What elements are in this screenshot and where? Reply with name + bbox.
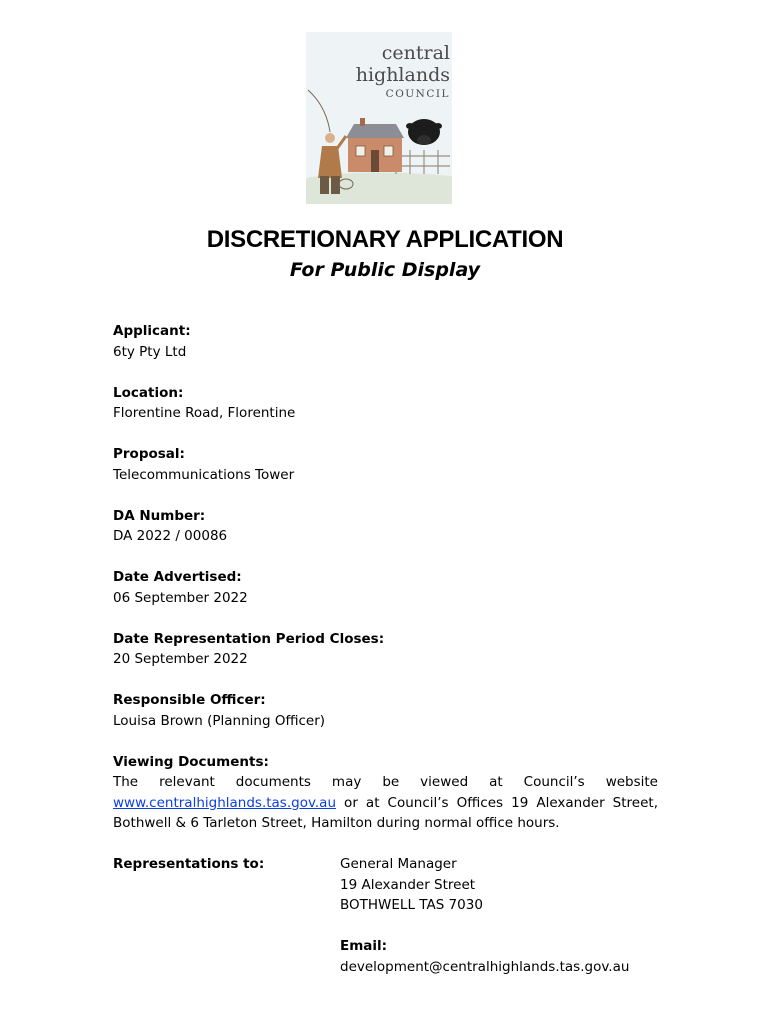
field-label: Responsible Officer: [113,692,266,708]
field-label: DA Number: [113,507,206,524]
field-label: Location: [113,384,184,401]
email-address[interactable]: development@centralhighlands.tas.gov.au [340,958,630,975]
viewing-text [113,772,658,834]
logo-line-central: central [381,42,450,64]
logo-line-council: COUNCIL [385,88,450,100]
field-date-advertised [113,567,658,608]
address-line: BOTHWELL TAS 7030 [340,897,483,913]
page-title: DISCRETIONARY APPLICATION [206,226,564,253]
field-label: Date Representation Period Closes: [113,630,385,647]
field-value: Telecommunications Tower [113,466,295,483]
council-logo [300,28,456,212]
application-details [113,321,658,998]
page-subtitle: For Public Display [289,259,481,281]
address-line: General Manager [340,856,457,872]
field-value: Florentine Road, Florentine [113,405,296,421]
field-label: Proposal: [113,446,185,462]
field-value: 6ty Pty Ltd [113,343,187,360]
field-location [113,383,658,424]
field-viewing-documents [113,752,658,834]
email-label: Email: [340,938,388,954]
field-label: Viewing Documents: [113,753,269,770]
field-da-number [113,506,658,547]
field-representations [113,854,658,977]
field-label: Applicant: [113,323,191,339]
field-value: 20 September 2022 [113,651,248,667]
logo-line-highlands: highlands [355,64,450,86]
logo-wordmark [340,42,450,102]
field-applicant [113,321,658,362]
field-label: Date Advertised: [113,569,242,585]
field-period-closes [113,629,658,670]
representations-address [340,854,658,977]
address-line: 19 Alexander Street [340,876,476,893]
field-proposal [113,444,658,485]
field-value: 06 September 2022 [113,589,248,606]
field-value: DA 2022 / 00086 [113,528,228,544]
council-website-link[interactable]: www.centralhighlands.tas.gov.au [113,794,337,811]
viewing-text-before: The relevant documents may be viewed at Council’s website [113,774,658,790]
field-responsible-officer [113,690,658,731]
viewing-text-after: or at Council’s Offices 19 Alexander Street, Bothwell & 6 Tarleton Street, Hamilton during normal office hours. [113,794,658,831]
field-value: Louisa Brown (Planning Officer) [113,712,326,729]
field-label: Representations to: [113,856,265,872]
